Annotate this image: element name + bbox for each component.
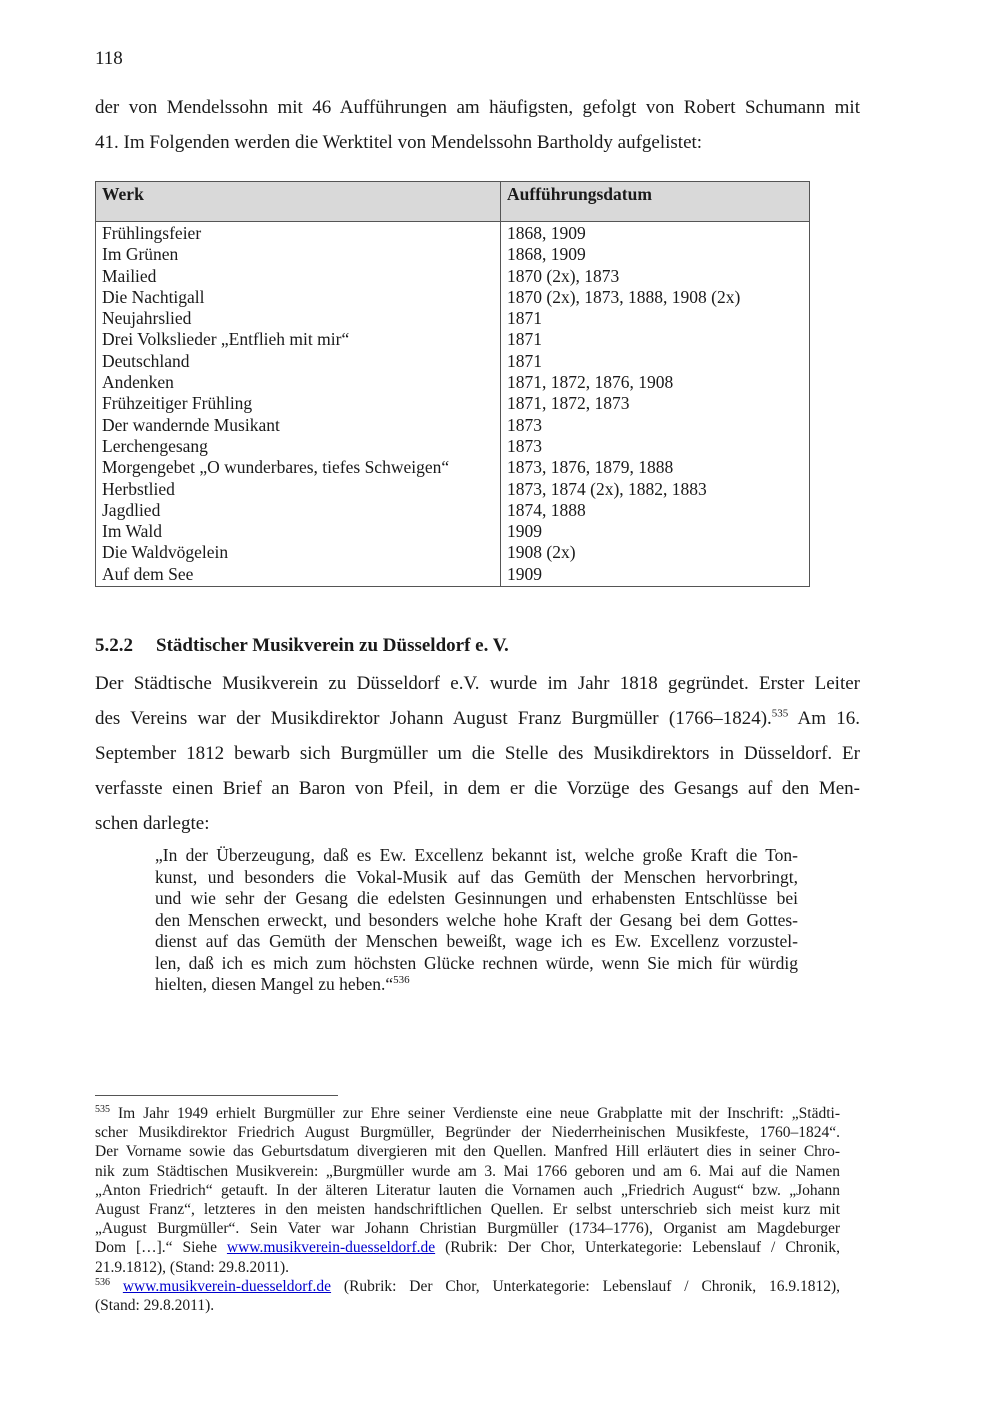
table-row [96, 372, 810, 393]
table-header-row [96, 182, 810, 222]
footnote-535 [95, 1104, 840, 1277]
quote-line: und wie sehr der Gesang die edelsten Gesinnungen und erhabensten Entschlüsse bei [155, 888, 798, 908]
footnote-line [95, 1238, 840, 1257]
quote-line: kunst, und besonders die Vokal-Musik auf das Gemüth der Menschen hervorbringt, [155, 866, 798, 887]
werk-cell: Morgengebet „O wunderbares, tiefes Schweigen“ [96, 457, 501, 478]
body-line: September 1812 bewarb sich Burgmüller um die Stelle des Musikdirektors in Düsseldorf. Er [95, 743, 860, 764]
body-line: verfasste einen Brief an Baron von Pfeil, in dem er die Vorzüge des Gesangs auf den Men- [95, 778, 860, 799]
column-header-werk: Werk [96, 182, 501, 222]
werk-cell: Auf dem See [96, 564, 501, 587]
werk-cell: Neujahrslied [96, 308, 501, 329]
quote-line: den Menschen erweckt, und besonders welche hohe Kraft der Gesang bei dem Gottes- [155, 909, 798, 930]
footnote-line: scher Musikdirektor Friedrich August Burgmüller, Begründer der Niederrheinischen Musikfeste, 1760–1824“. [95, 1124, 840, 1142]
datum-cell: 1868, 1909 [501, 222, 810, 245]
musikverein-link[interactable]: www.musikverein-duesseldorf.de [226, 1239, 436, 1257]
intro-line: 41. Im Folgenden werden die Werktitel von Mendelssohn Bartholdy aufgelistet: [95, 132, 703, 153]
footnote-line: 21.9.1812), (Stand: 29.8.2011). [95, 1258, 290, 1276]
table-row [96, 351, 810, 372]
works-table [95, 181, 810, 587]
datum-cell: 1874, 1888 [501, 500, 810, 521]
column-header-datum: Aufführungsdatum [501, 182, 810, 222]
datum-cell: 1873 [501, 436, 810, 457]
quote-line: len, daß ich es mich zum höchsten Glücke rechnen würde, wenn Sie mich für würdig [155, 952, 798, 973]
werk-cell: Andenken [96, 372, 501, 393]
section-title: Städtischer Musikverein zu Düsseldorf e. V. [156, 635, 509, 656]
datum-cell: 1871, 1872, 1873 [501, 393, 810, 414]
body-line [95, 701, 860, 736]
table-row [96, 266, 810, 287]
table-row [96, 500, 810, 521]
datum-cell: 1870 (2x), 1873, 1888, 1908 (2x) [501, 287, 810, 308]
quote-line: „In der Überzeugung, daß es Ew. Excellenz bekannt ist, welche große Kraft die Ton- [155, 845, 798, 865]
werk-cell: Frühlingsfeier [96, 222, 501, 245]
table-row [96, 542, 810, 563]
footnote-text-segment: Dom […].“ Siehe [95, 1239, 227, 1257]
footnote-line: (Stand: 29.8.2011). [95, 1297, 215, 1315]
datum-cell: 1873 [501, 415, 810, 436]
werk-cell: Die Waldvögelein [96, 542, 501, 563]
body-line: schen darlegte: [95, 813, 210, 834]
footnote-text-segment: (Rubrik: Der Chor, Unterkategorie: Lebenslauf / Chronik, 16.9.1812), [331, 1277, 841, 1295]
datum-cell: 1871 [501, 308, 810, 329]
table-row [96, 222, 810, 245]
intro-line: der von Mendelssohn mit 46 Aufführungen am häufigsten, gefolgt von Robert Schumann mit [95, 97, 860, 118]
footnote-line: August Franz“, letzteres in den meisten handschriftlichen Quellen. Er selbst unterschrieb sich meist kurz mit [95, 1201, 840, 1219]
datum-cell: 1873, 1874 (2x), 1882, 1883 [501, 479, 810, 500]
werk-cell: Jagdlied [96, 500, 501, 521]
datum-cell: 1868, 1909 [501, 244, 810, 265]
table-row [96, 308, 810, 329]
werk-cell: Lerchengesang [96, 436, 501, 457]
werk-cell: Die Nachtigall [96, 287, 501, 308]
quote-line: dienst auf das Gemüth der Menschen beweißt, wage ich es Ew. Excellenz vorzustel- [155, 931, 798, 951]
table-row [96, 436, 810, 457]
section-number: 5.2.2 [95, 635, 133, 656]
datum-cell: 1870 (2x), 1873 [501, 266, 810, 287]
footnote-line: Der Vorname sowie das Geburtsdatum divergieren mit den Quellen. Manfred Hill erläutert dies in seiner Chro- [95, 1143, 840, 1161]
werk-cell: Frühzeitiger Frühling [96, 393, 501, 414]
table-row [96, 521, 810, 542]
footnote-marker: 535 [95, 1103, 110, 1115]
footnote-ref-535[interactable]: 535 [771, 707, 789, 720]
body-paragraph [95, 666, 860, 841]
datum-cell: 1871, 1872, 1876, 1908 [501, 372, 810, 393]
footnote-line [95, 1104, 840, 1123]
datum-cell: 1909 [501, 564, 810, 587]
footnote-line [95, 1277, 840, 1296]
datum-cell: 1871 [501, 351, 810, 372]
body-text-segment: Am 16. [788, 708, 861, 729]
table-row [96, 415, 810, 436]
footnote-ref-536[interactable]: 536 [393, 974, 410, 987]
table-row [96, 479, 810, 500]
footnotes [95, 1104, 840, 1315]
body-text-segment: des Vereins war der Musikdirektor Johann August Franz Burgmüller (1766–1824). [95, 708, 772, 729]
body-line: Der Städtische Musikverein zu Düsseldorf e.V. wurde im Jahr 1818 gegründet. Erster Leiter [95, 673, 860, 694]
werk-cell: Im Grünen [96, 244, 501, 265]
footnote-line: „August Burgmüller“. Sein Vater war Johann Christian Burgmüller (1734–1776), Organist am Magdeburger [95, 1220, 840, 1238]
footnote-text-segment: (Rubrik: Der Chor, Unterkategorie: Lebenslauf / Chronik, [435, 1239, 841, 1257]
table-row [96, 287, 810, 308]
table-row [96, 564, 810, 587]
datum-cell: 1908 (2x) [501, 542, 810, 563]
datum-cell: 1873, 1876, 1879, 1888 [501, 457, 810, 478]
werk-cell: Im Wald [96, 521, 501, 542]
footnote-line: „Anton Friedrich“ getauft. In der älteren Literatur lauten die Vornamen auch „Friedrich August“ bzw. „Johann [95, 1181, 840, 1199]
table-row [96, 244, 810, 265]
datum-cell: 1909 [501, 521, 810, 542]
footnote-536 [95, 1277, 840, 1315]
werk-cell: Herbstlied [96, 479, 501, 500]
table-row [96, 457, 810, 478]
footnote-text-segment: Im Jahr 1949 erhielt Burgmüller zur Ehre seiner Verdienste eine neue Grabplatte mit der Inschrift: „Städti- [110, 1105, 840, 1122]
musikverein-link[interactable]: www.musikverein-duesseldorf.de [122, 1277, 332, 1295]
quote-text-segment: hielten, diesen Mangel zu heben.“ [155, 974, 394, 994]
footnote-line: nik zum Städtischen Musikverein: „Burgmüller wurde am 3. Mai 1766 geboren und am 6. Mai auf die Namen [95, 1162, 840, 1180]
intro-paragraph [95, 90, 860, 160]
werk-cell: Deutschland [96, 351, 501, 372]
table-row [96, 393, 810, 414]
quote-line [155, 974, 798, 996]
footnote-separator [95, 1095, 338, 1096]
section-heading [95, 635, 509, 657]
werk-cell: Mailied [96, 266, 501, 287]
table-row [96, 329, 810, 350]
page-number: 118 [95, 48, 123, 69]
block-quote [155, 845, 798, 996]
werk-cell: Drei Volkslieder „Entflieh mit mir“ [96, 329, 501, 350]
footnote-marker: 536 [95, 1276, 110, 1288]
werk-cell: Der wandernde Musikant [96, 415, 501, 436]
datum-cell: 1871 [501, 329, 810, 350]
